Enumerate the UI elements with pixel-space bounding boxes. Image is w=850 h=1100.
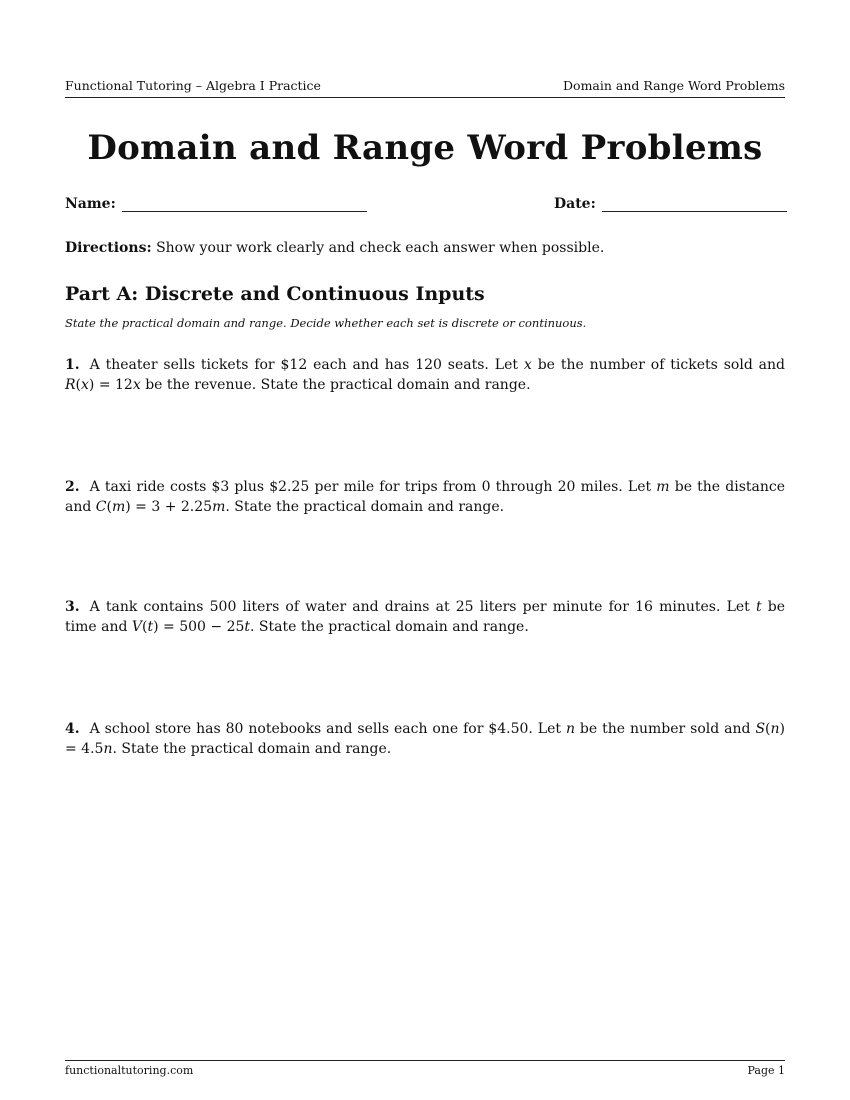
problem-text: A taxi ride costs $3 plus $2.25 per mile for trips from 0 through 20 miles. Let <box>89 479 657 495</box>
problem-text: A theater sells tickets for $12 each and has 120 seats. Let <box>89 357 524 373</box>
problem-text: be the revenue. State the practical domain and range. <box>140 376 531 393</box>
math-expression: ) = 4.5 <box>65 721 785 757</box>
name-label: Name: <box>65 196 116 212</box>
math-variable: m <box>111 498 126 515</box>
directions-text: Show your work clearly and check each answer when possible. <box>156 240 605 256</box>
problem-number: 1. <box>65 357 80 373</box>
math-symbol: ( <box>75 376 82 393</box>
math-variable: n <box>103 740 113 757</box>
math-variable: m <box>212 498 226 515</box>
math-function: S <box>755 721 766 737</box>
problem-2 <box>65 478 785 517</box>
math-expression: ) = 3 + 2.25 <box>125 498 213 515</box>
section-instructions: State the practical domain and range. Decide whether each set is discrete or continuous. <box>65 316 587 330</box>
problem-text: . State the practical domain and range. <box>250 618 529 635</box>
math-symbol: ( <box>765 721 771 737</box>
header-topic: Domain and Range Word Problems <box>563 78 785 93</box>
directions <box>65 240 785 256</box>
math-variable: t <box>147 618 154 635</box>
directions-label: Directions: <box>65 240 152 256</box>
worksheet-page <box>65 0 785 1100</box>
math-variable: x <box>132 376 141 393</box>
date-label: Date: <box>554 196 596 212</box>
problem-text: be the number of tickets sold and <box>531 357 785 373</box>
math-variable: n <box>770 721 780 737</box>
header-course: Functional Tutoring – Algebra I Practice <box>65 78 321 93</box>
problem-1 <box>65 356 785 395</box>
date-blank-line[interactable] <box>602 196 787 212</box>
problem-number: 3. <box>65 599 80 615</box>
problem-text: . State the practical domain and range. <box>225 498 505 515</box>
problem-text: A school store has 80 notebooks and sells each one for $4.50. Let <box>89 721 566 737</box>
problem-3 <box>65 598 785 637</box>
math-variable: x <box>81 376 89 393</box>
problem-text: . State the practical domain and range. <box>112 740 392 757</box>
problem-number: 2. <box>65 479 80 495</box>
math-variable: m <box>656 479 670 495</box>
worksheet-title: Domain and Range Word Problems <box>87 128 763 168</box>
problem-4 <box>65 720 785 759</box>
math-expression: ) = 500 − 25 <box>153 618 245 635</box>
date-field <box>554 196 787 212</box>
problem-number: 4. <box>65 721 80 737</box>
footer-website: functionaltutoring.com <box>65 1064 194 1077</box>
name-blank-line[interactable] <box>122 196 367 212</box>
math-variable: t <box>244 618 251 635</box>
section-title: Part A: Discrete and Continuous Inputs <box>65 283 485 305</box>
math-expression: ) = 12 <box>88 376 133 393</box>
math-variable: x <box>523 357 532 373</box>
math-function: C <box>95 498 107 515</box>
problem-text: be time and <box>65 599 785 635</box>
name-field <box>65 196 367 212</box>
page-number: Page 1 <box>747 1064 785 1077</box>
problem-text: be the number sold and <box>574 721 756 737</box>
running-footer <box>65 1060 785 1077</box>
name-date-row <box>65 196 785 218</box>
math-function: V <box>131 618 143 635</box>
math-symbol: ( <box>106 498 112 515</box>
problem-text: A tank contains 500 liters of water and drains at 25 liters per minute for 16 minutes. Let <box>89 599 756 615</box>
math-variable: n <box>565 721 575 737</box>
problem-text: be the distance and <box>65 479 785 515</box>
running-header <box>65 78 785 98</box>
math-symbol: ( <box>142 618 148 635</box>
math-variable: t <box>755 599 762 615</box>
math-function: R <box>65 376 76 393</box>
